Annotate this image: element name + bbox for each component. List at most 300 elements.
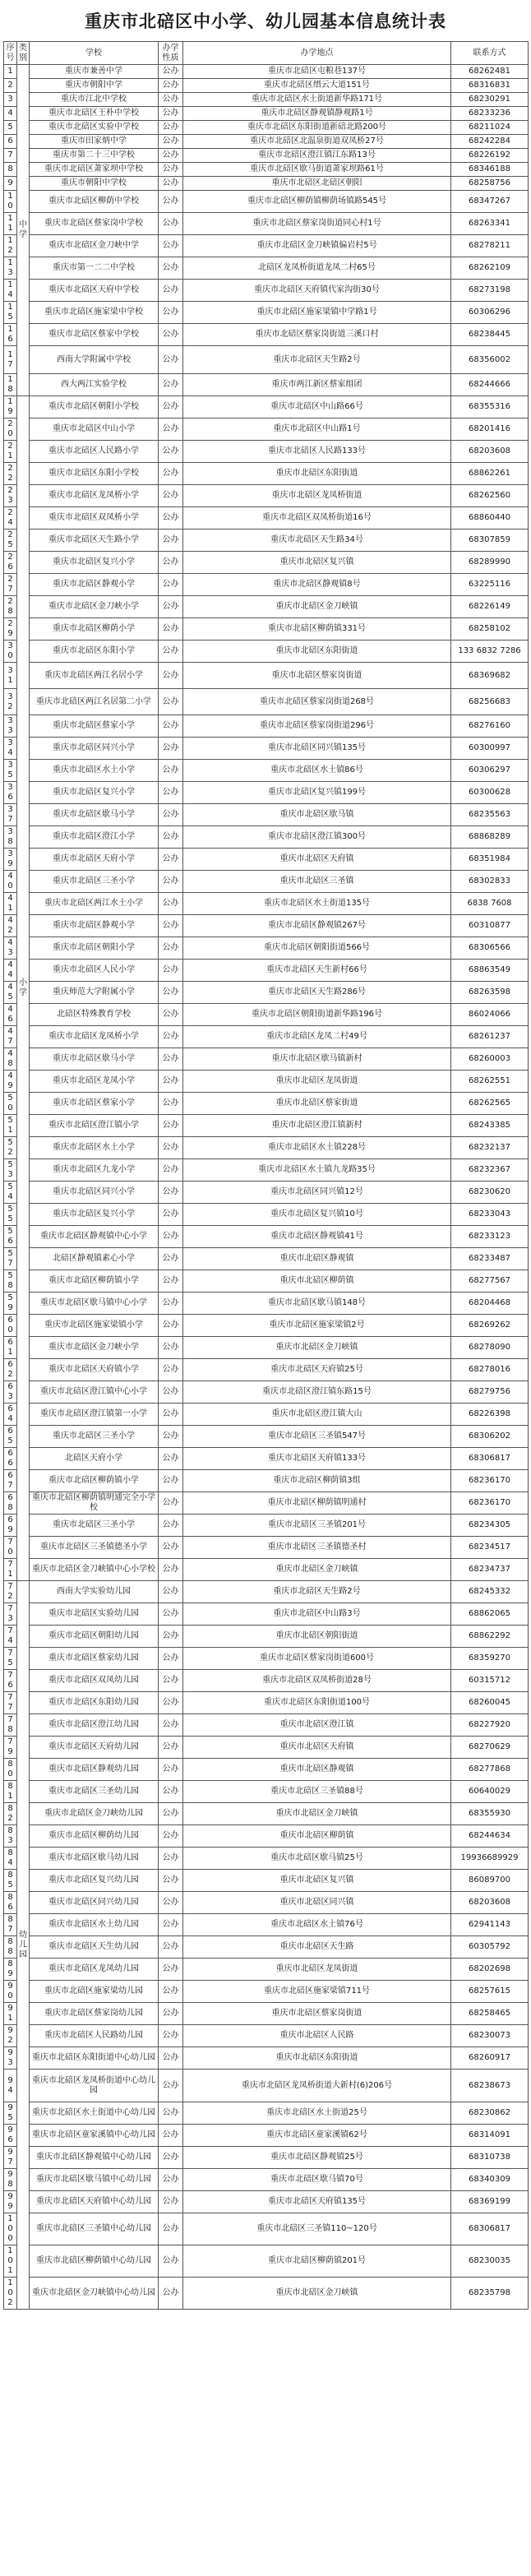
cell-type: 公办 — [159, 1159, 183, 1182]
cell-phone: 60306296 — [451, 302, 529, 324]
table-row — [4, 2102, 529, 2125]
cell-phone: 68232137 — [451, 1137, 529, 1159]
header-category: 类别 — [17, 42, 30, 65]
cell-seq: 83 — [4, 1825, 17, 1848]
cell-category: 小学 — [17, 396, 30, 1581]
cell-seq: 89 — [4, 1959, 17, 1981]
cell-phone: 68257615 — [451, 1981, 529, 2003]
cell-school: 北碚区特殊教育学校 — [30, 1004, 159, 1026]
cell-school: 重庆市北碚区两江水土小学 — [30, 893, 159, 915]
cell-phone: 68262560 — [451, 485, 529, 507]
cell-seq: 37 — [4, 804, 17, 826]
cell-phone: 60300997 — [451, 738, 529, 760]
cell-seq: 25 — [4, 530, 17, 552]
cell-type: 公办 — [159, 1559, 183, 1581]
cell-school: 重庆市北碚区实验中学校 — [30, 121, 159, 135]
cell-type: 公办 — [159, 121, 183, 135]
cell-seq: 22 — [4, 463, 17, 485]
cell-address: 重庆市北碚区蔡家岗街道 — [183, 2003, 451, 2025]
cell-seq: 88 — [4, 1936, 17, 1959]
cell-seq: 21 — [4, 441, 17, 463]
cell-phone: 68306202 — [451, 1426, 529, 1448]
cell-phone: 60305792 — [451, 1936, 529, 1959]
cell-school: 重庆市北碚区九龙小学 — [30, 1159, 159, 1182]
cell-type: 公办 — [159, 2191, 183, 2213]
cell-school: 重庆市北碚区三圣小学 — [30, 1515, 159, 1537]
cell-school: 重庆市北碚区蔡家中学校 — [30, 324, 159, 346]
cell-phone: 68302833 — [451, 871, 529, 893]
table-row — [4, 1670, 529, 1692]
cell-phone: 68230862 — [451, 2102, 529, 2125]
cell-address: 重庆市北碚区北碚区朝阳 — [183, 177, 451, 191]
cell-seq: 19 — [4, 396, 17, 419]
cell-phone: 86089700 — [451, 1870, 529, 1892]
cell-seq: 39 — [4, 849, 17, 871]
cell-school: 重庆市江北中学校 — [30, 93, 159, 107]
cell-type: 公办 — [159, 107, 183, 121]
cell-address: 重庆市北碚区蔡家岗街道600号 — [183, 1648, 451, 1670]
table-row — [4, 324, 529, 346]
cell-type: 公办 — [159, 1404, 183, 1426]
cell-phone: 68243385 — [451, 1115, 529, 1137]
table-row — [4, 79, 529, 93]
cell-type: 公办 — [159, 760, 183, 782]
cell-phone: 68202698 — [451, 1959, 529, 1981]
cell-phone: 68230073 — [451, 2025, 529, 2047]
cell-school: 重庆市北碚区柳荫镇小学 — [30, 1270, 159, 1293]
cell-type: 公办 — [159, 1581, 183, 1603]
table-row — [4, 1004, 529, 1026]
cell-school: 重庆市北碚区复兴小学 — [30, 1204, 159, 1226]
cell-phone: 68242284 — [451, 135, 529, 149]
table-row — [4, 871, 529, 893]
header-address: 办学地点 — [183, 42, 451, 65]
cell-seq: 65 — [4, 1426, 17, 1448]
cell-school: 重庆市北碚区柳荫镇明通完全小学校 — [30, 1492, 159, 1515]
cell-address: 重庆市北碚区东阳街道 — [183, 2047, 451, 2070]
cell-school: 重庆师范大学附属小学 — [30, 982, 159, 1004]
table-row — [4, 2191, 529, 2213]
cell-address: 重庆市北碚区柳荫镇331号 — [183, 618, 451, 641]
cell-type: 公办 — [159, 574, 183, 596]
cell-type: 公办 — [159, 738, 183, 760]
cell-seq: 4 — [4, 107, 17, 121]
cell-type: 公办 — [159, 1115, 183, 1137]
table-row — [4, 1115, 529, 1137]
cell-type: 公办 — [159, 2003, 183, 2025]
table-row — [4, 574, 529, 596]
cell-phone: 68263598 — [451, 982, 529, 1004]
table-row — [4, 849, 529, 871]
cell-address: 重庆市北碚区柳荫镇 — [183, 1825, 451, 1848]
cell-school: 重庆市北碚区王朴中学校 — [30, 107, 159, 121]
table-row — [4, 302, 529, 324]
table-row — [4, 191, 529, 213]
table-row — [4, 1226, 529, 1248]
cell-school: 重庆市北碚区东阳小学校 — [30, 463, 159, 485]
cell-school: 重庆市北碚区施家梁镇小学 — [30, 1315, 159, 1337]
cell-phone: 19936689929 — [451, 1848, 529, 1870]
table-row — [4, 2070, 529, 2102]
cell-type: 公办 — [159, 507, 183, 530]
header-phone: 联系方式 — [451, 42, 529, 65]
table-row — [4, 2213, 529, 2245]
cell-school: 重庆市北碚区金刀峡小学 — [30, 1337, 159, 1359]
cell-address: 重庆市北碚区天生路286号 — [183, 982, 451, 1004]
cell-type: 公办 — [159, 191, 183, 213]
cell-address: 重庆市北碚区蔡家岗街道同心村1号 — [183, 213, 451, 235]
cell-school: 重庆市北碚区人民路小学 — [30, 441, 159, 463]
table-row — [4, 1293, 529, 1315]
cell-address: 重庆市北碚区北温泉街道双凤桥27号 — [183, 135, 451, 149]
cell-address: 重庆市北碚区蔡家岗街道296号 — [183, 715, 451, 738]
cell-seq: 70 — [4, 1537, 17, 1559]
cell-address: 重庆市北碚区天生路2号 — [183, 1581, 451, 1603]
cell-school: 重庆市北碚区双凤桥小学 — [30, 507, 159, 530]
cell-seq: 43 — [4, 937, 17, 960]
cell-phone: 68314091 — [451, 2125, 529, 2147]
table-row — [4, 507, 529, 530]
cell-address: 重庆市北碚区金刀峡镇 — [183, 2278, 451, 2310]
cell-school: 重庆市北碚区澄江幼儿园 — [30, 1714, 159, 1737]
cell-school: 重庆市北碚区复兴幼儿园 — [30, 1870, 159, 1892]
cell-address: 重庆市北碚区静观镇41号 — [183, 1226, 451, 1248]
cell-address: 重庆市北碚区缙云大道151号 — [183, 79, 451, 93]
table-row — [4, 1870, 529, 1892]
cell-school: 重庆市北碚区澄江小学 — [30, 826, 159, 849]
table-row — [4, 715, 529, 738]
cell-school: 重庆市北碚区蔡家小学 — [30, 715, 159, 738]
table-row — [4, 1737, 529, 1759]
cell-phone: 68263341 — [451, 213, 529, 235]
cell-phone: 60310877 — [451, 915, 529, 937]
cell-type: 公办 — [159, 213, 183, 235]
cell-type: 公办 — [159, 135, 183, 149]
cell-phone: 60300628 — [451, 782, 529, 804]
cell-seq: 50 — [4, 1093, 17, 1115]
cell-seq: 97 — [4, 2147, 17, 2169]
cell-address: 重庆市北碚区三圣镇 — [183, 871, 451, 893]
cell-seq: 24 — [4, 507, 17, 530]
cell-seq: 91 — [4, 2003, 17, 2025]
cell-phone: 68260003 — [451, 1048, 529, 1071]
table-row — [4, 2003, 529, 2025]
cell-school: 重庆市北碚区龙凤桥小学 — [30, 485, 159, 507]
cell-seq: 53 — [4, 1159, 17, 1182]
cell-school: 重庆市北碚区柳荫镇小学 — [30, 1470, 159, 1492]
cell-school: 重庆市朝阳中学校 — [30, 177, 159, 191]
cell-seq: 12 — [4, 235, 17, 257]
cell-type: 公办 — [159, 1093, 183, 1115]
cell-phone: 68278016 — [451, 1359, 529, 1381]
cell-seq: 101 — [4, 2245, 17, 2278]
cell-address: 重庆市北碚区童家溪镇62号 — [183, 2125, 451, 2147]
cell-seq: 1 — [4, 65, 17, 79]
cell-seq: 46 — [4, 1004, 17, 1026]
cell-phone: 68226398 — [451, 1404, 529, 1426]
cell-seq: 100 — [4, 2213, 17, 2245]
cell-type: 公办 — [159, 1492, 183, 1515]
cell-seq: 30 — [4, 641, 17, 663]
cell-seq: 77 — [4, 1692, 17, 1714]
cell-phone: 68230035 — [451, 2245, 529, 2278]
cell-type: 公办 — [159, 1936, 183, 1959]
cell-phone: 68355316 — [451, 396, 529, 419]
cell-seq: 5 — [4, 121, 17, 135]
cell-address: 重庆市北碚区屯粮巷137号 — [183, 65, 451, 79]
cell-address: 重庆市北碚区复兴镇 — [183, 1870, 451, 1892]
cell-type: 公办 — [159, 2025, 183, 2047]
cell-seq: 10 — [4, 191, 17, 213]
cell-school: 重庆市北碚区同兴幼儿园 — [30, 1892, 159, 1914]
table-row — [4, 1071, 529, 1093]
cell-school: 重庆市北碚区天府镇小学 — [30, 1359, 159, 1381]
cell-school: 重庆市北碚区天府中学校 — [30, 280, 159, 302]
cell-phone: 68346188 — [451, 163, 529, 177]
cell-seq: 68 — [4, 1492, 17, 1515]
cell-seq: 69 — [4, 1515, 17, 1537]
table-row — [4, 257, 529, 280]
cell-type: 公办 — [159, 2278, 183, 2310]
cell-address: 重庆市北碚区龙凤二村49号 — [183, 1026, 451, 1048]
cell-address: 重庆市北碚区静观镇 — [183, 1248, 451, 1270]
cell-seq: 51 — [4, 1115, 17, 1137]
cell-type: 公办 — [159, 149, 183, 163]
cell-address: 重庆市北碚区天府镇135号 — [183, 2191, 451, 2213]
table-row — [4, 441, 529, 463]
cell-address: 重庆市两江新区蔡家组团 — [183, 374, 451, 396]
cell-type: 公办 — [159, 937, 183, 960]
cell-seq: 86 — [4, 1892, 17, 1914]
cell-type: 公办 — [159, 2245, 183, 2278]
table-row — [4, 782, 529, 804]
table-row — [4, 596, 529, 618]
cell-address: 重庆市北碚区水土镇86号 — [183, 760, 451, 782]
cell-seq: 35 — [4, 760, 17, 782]
cell-address: 重庆市北碚区蔡家岗街道268号 — [183, 689, 451, 715]
cell-phone: 68279756 — [451, 1381, 529, 1404]
cell-phone: 60640029 — [451, 1781, 529, 1803]
cell-phone: 68310738 — [451, 2147, 529, 2169]
table-row — [4, 2278, 529, 2310]
cell-type: 公办 — [159, 871, 183, 893]
cell-school: 重庆市北碚区龙凤桥小学 — [30, 1026, 159, 1048]
table-row — [4, 960, 529, 982]
cell-phone: 68260917 — [451, 2047, 529, 2070]
cell-type: 公办 — [159, 1981, 183, 2003]
cell-type: 公办 — [159, 530, 183, 552]
cell-phone: 68289990 — [451, 552, 529, 574]
cell-school: 重庆市北碚区三圣幼儿园 — [30, 1781, 159, 1803]
cell-type: 公办 — [159, 782, 183, 804]
cell-phone: 68862292 — [451, 1626, 529, 1648]
table-body — [4, 65, 529, 2310]
cell-seq: 98 — [4, 2169, 17, 2191]
table-row — [4, 107, 529, 121]
page-title: 重庆市北碚区中小学、幼儿园基本信息统计表 — [85, 11, 446, 31]
cell-seq: 60 — [4, 1315, 17, 1337]
cell-seq: 74 — [4, 1626, 17, 1648]
cell-school: 重庆市北碚区蔡家小学 — [30, 1093, 159, 1115]
cell-phone: 68244634 — [451, 1825, 529, 1848]
cell-category: 中学 — [17, 65, 30, 396]
cell-seq: 96 — [4, 2125, 17, 2147]
cell-phone: 68204468 — [451, 1293, 529, 1315]
cell-seq: 36 — [4, 782, 17, 804]
cell-address: 重庆市北碚区同兴镇12号 — [183, 1182, 451, 1204]
table-row — [4, 1537, 529, 1559]
cell-school: 重庆市北碚区蔡家岗中学校 — [30, 213, 159, 235]
cell-type: 公办 — [159, 826, 183, 849]
cell-type: 公办 — [159, 419, 183, 441]
table-row — [4, 135, 529, 149]
cell-seq: 59 — [4, 1293, 17, 1315]
cell-seq: 76 — [4, 1670, 17, 1692]
cell-school: 重庆市北碚区朝阳小学校 — [30, 396, 159, 419]
cell-school: 重庆市北碚区歇马镇中心幼儿园 — [30, 2169, 159, 2191]
cell-address: 重庆市北碚区三圣镇201号 — [183, 1515, 451, 1537]
cell-type: 公办 — [159, 915, 183, 937]
cell-type: 公办 — [159, 374, 183, 396]
cell-seq: 31 — [4, 663, 17, 689]
cell-school: 重庆市北碚区澄江镇第一小学 — [30, 1404, 159, 1426]
cell-phone: 68862065 — [451, 1603, 529, 1626]
cell-school: 重庆市北碚区同兴小学 — [30, 1182, 159, 1204]
cell-type: 公办 — [159, 1848, 183, 1870]
table-row — [4, 804, 529, 826]
table-row — [4, 1803, 529, 1825]
cell-seq: 14 — [4, 280, 17, 302]
cell-type: 公办 — [159, 1892, 183, 1914]
table-row — [4, 2025, 529, 2047]
cell-phone: 68356002 — [451, 346, 529, 374]
table-row — [4, 826, 529, 849]
cell-type: 公办 — [159, 1270, 183, 1293]
table-row — [4, 235, 529, 257]
cell-phone: 68260045 — [451, 1692, 529, 1714]
table-row — [4, 1448, 529, 1470]
table-row — [4, 1892, 529, 1914]
cell-phone: 68359270 — [451, 1648, 529, 1670]
cell-address: 重庆市北碚区天府镇133号 — [183, 1448, 451, 1470]
cell-address: 重庆市北碚区龙凤街道 — [183, 1071, 451, 1093]
cell-phone: 68258465 — [451, 2003, 529, 2025]
table-row — [4, 760, 529, 782]
cell-type: 公办 — [159, 1048, 183, 1071]
cell-phone: 68306566 — [451, 937, 529, 960]
cell-seq: 79 — [4, 1737, 17, 1759]
cell-phone: 68238445 — [451, 324, 529, 346]
cell-school: 重庆市北碚区柳荫幼儿园 — [30, 1825, 159, 1848]
cell-school: 重庆市北碚区柳荫镇中心幼儿园 — [30, 2245, 159, 2278]
table-row — [4, 1093, 529, 1115]
cell-phone: 68340309 — [451, 2169, 529, 2191]
cell-school: 重庆市北碚区金刀峡中学 — [30, 235, 159, 257]
cell-phone: 68226149 — [451, 596, 529, 618]
table-row — [4, 149, 529, 163]
cell-address: 重庆市北碚区蔡家岗街道三溪口村 — [183, 324, 451, 346]
cell-seq: 48 — [4, 1048, 17, 1071]
cell-school: 重庆市北碚区澄江镇中心小学 — [30, 1381, 159, 1404]
cell-phone: 68273198 — [451, 280, 529, 302]
cell-address: 重庆市北碚区双凤桥街道16号 — [183, 507, 451, 530]
header-seq: 序号 — [4, 42, 17, 65]
cell-phone: 68868289 — [451, 826, 529, 849]
cell-address: 重庆市北碚区同兴镇135号 — [183, 738, 451, 760]
cell-type: 公办 — [159, 1448, 183, 1470]
cell-address: 重庆市北碚区歇马镇 — [183, 804, 451, 826]
cell-address: 重庆市北碚区歇马镇新村 — [183, 1048, 451, 1071]
cell-seq: 99 — [4, 2191, 17, 2213]
cell-address: 重庆市北碚区澄江镇江东路13号 — [183, 149, 451, 163]
cell-address: 重庆市北碚区天府镇 — [183, 849, 451, 871]
cell-seq: 23 — [4, 485, 17, 507]
cell-seq: 17 — [4, 346, 17, 374]
cell-type: 公办 — [159, 641, 183, 663]
cell-address: 重庆市北碚区金刀峡镇偏岩村5号 — [183, 235, 451, 257]
cell-type: 公办 — [159, 1381, 183, 1404]
cell-phone: 62941143 — [451, 1914, 529, 1936]
cell-address: 重庆市北碚区水土镇228号 — [183, 1137, 451, 1159]
table-row — [4, 1559, 529, 1581]
cell-school: 重庆市北碚区天生路小学 — [30, 530, 159, 552]
cell-address: 重庆市北碚区复兴镇10号 — [183, 1204, 451, 1226]
cell-seq: 3 — [4, 93, 17, 107]
table-row — [4, 2245, 529, 2278]
table-row — [4, 1270, 529, 1293]
cell-type: 公办 — [159, 2213, 183, 2245]
cell-phone: 68277567 — [451, 1270, 529, 1293]
cell-school: 重庆市田家炳中学 — [30, 135, 159, 149]
cell-phone: 68236170 — [451, 1492, 529, 1515]
cell-type: 公办 — [159, 596, 183, 618]
cell-type: 公办 — [159, 1071, 183, 1093]
cell-type: 公办 — [159, 163, 183, 177]
cell-type: 公办 — [159, 1737, 183, 1759]
cell-type: 公办 — [159, 715, 183, 738]
table-row — [4, 280, 529, 302]
cell-address: 重庆市北碚区柳荫镇明通村 — [183, 1492, 451, 1515]
cell-address: 重庆市北碚区水土街道新华路171号 — [183, 93, 451, 107]
cell-type: 公办 — [159, 1914, 183, 1936]
table-row — [4, 65, 529, 79]
cell-address: 重庆市北碚区水土镇九龙路35号 — [183, 1159, 451, 1182]
table-row — [4, 530, 529, 552]
cell-seq: 13 — [4, 257, 17, 280]
cell-type: 公办 — [159, 1870, 183, 1892]
cell-address: 重庆市北碚区澄江镇 — [183, 1714, 451, 1737]
table-row — [4, 937, 529, 960]
cell-phone: 68245332 — [451, 1581, 529, 1603]
cell-type: 公办 — [159, 2047, 183, 2070]
table-row — [4, 1426, 529, 1448]
cell-seq: 55 — [4, 1204, 17, 1226]
table-row — [4, 1026, 529, 1048]
table-row — [4, 1914, 529, 1936]
table-row — [4, 1492, 529, 1515]
table-row — [4, 618, 529, 641]
cell-phone: 68863549 — [451, 960, 529, 982]
cell-school: 重庆市北碚区双凤幼儿园 — [30, 1670, 159, 1692]
cell-type: 公办 — [159, 663, 183, 689]
cell-school: 重庆市北碚区歇马小学 — [30, 1048, 159, 1071]
cell-phone: 68258756 — [451, 177, 529, 191]
cell-type: 公办 — [159, 804, 183, 826]
cell-type: 公办 — [159, 552, 183, 574]
cell-address: 重庆市北碚区施家梁镇2号 — [183, 1315, 451, 1337]
cell-school: 西大两江实验学校 — [30, 374, 159, 396]
cell-type: 公办 — [159, 1648, 183, 1670]
